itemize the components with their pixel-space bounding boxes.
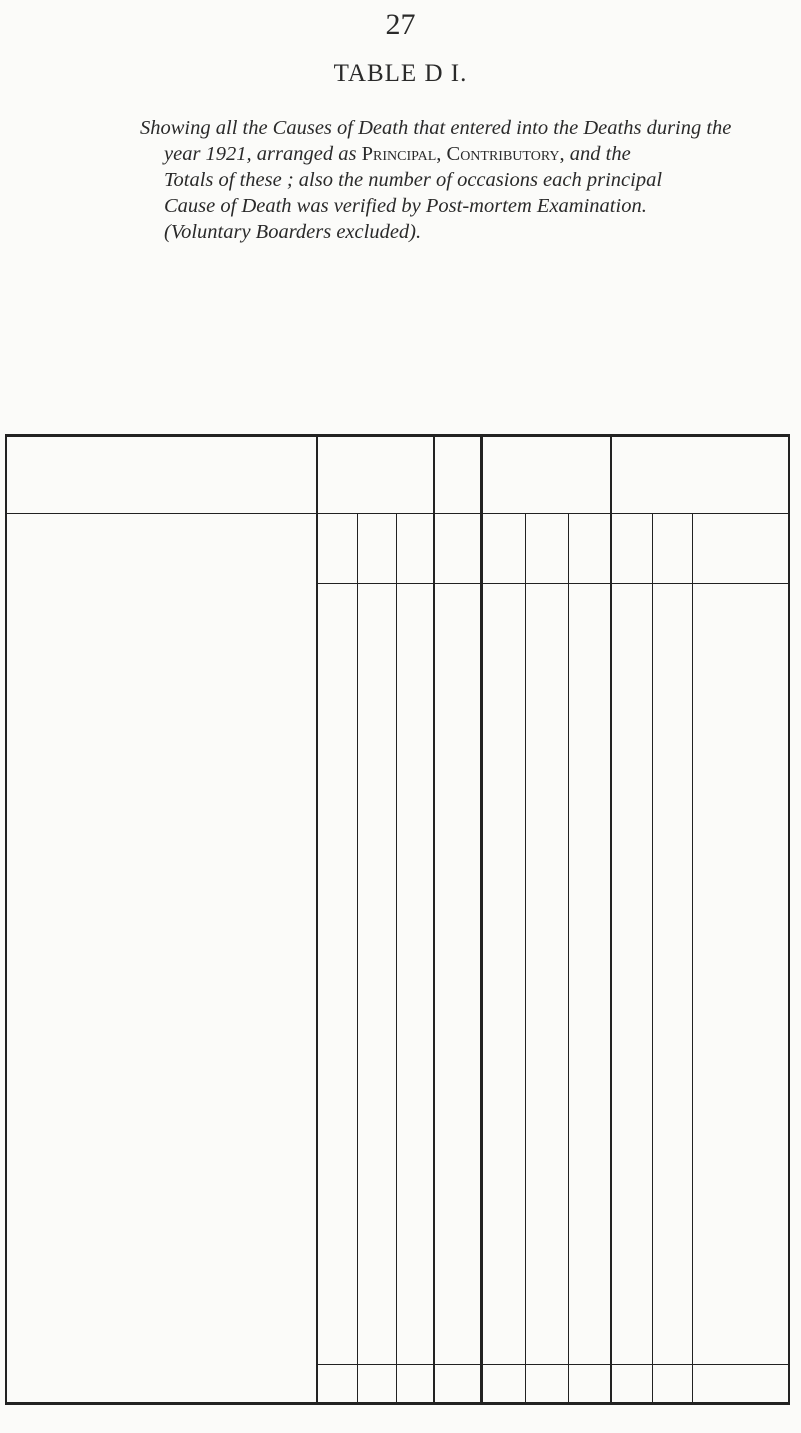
- table-rule: [316, 1364, 790, 1365]
- caption-line: (Voluntary Boarders excluded).: [164, 221, 422, 243]
- caption-line: Cause of Death was verified by Post-mortem Examination.: [164, 195, 647, 217]
- column-divider: [692, 513, 693, 1402]
- caption-line: Totals of these ; also the number of occasions each principal: [164, 169, 663, 191]
- caption-line: Showing all the Causes of Death that entered into the Deaths during the: [140, 117, 732, 139]
- page-number: 27: [385, 8, 416, 41]
- table-border: [788, 434, 790, 1402]
- caption-line: year 1921, arranged as Principal, Contributory, and the: [164, 143, 631, 165]
- column-divider: [396, 513, 397, 1402]
- column-divider: [480, 434, 483, 1402]
- column-divider: [610, 434, 612, 1402]
- table-border: [5, 434, 7, 1402]
- table-rule: [5, 513, 790, 514]
- column-divider: [525, 513, 526, 1402]
- table-title: TABLE D I.: [333, 60, 468, 87]
- table-rule: [316, 583, 790, 584]
- table-border: [5, 1402, 790, 1405]
- column-divider: [568, 513, 569, 1402]
- table-border: [5, 434, 790, 437]
- column-divider: [652, 513, 653, 1402]
- column-divider: [357, 513, 358, 1402]
- column-divider: [316, 434, 318, 1402]
- column-divider: [433, 434, 435, 1402]
